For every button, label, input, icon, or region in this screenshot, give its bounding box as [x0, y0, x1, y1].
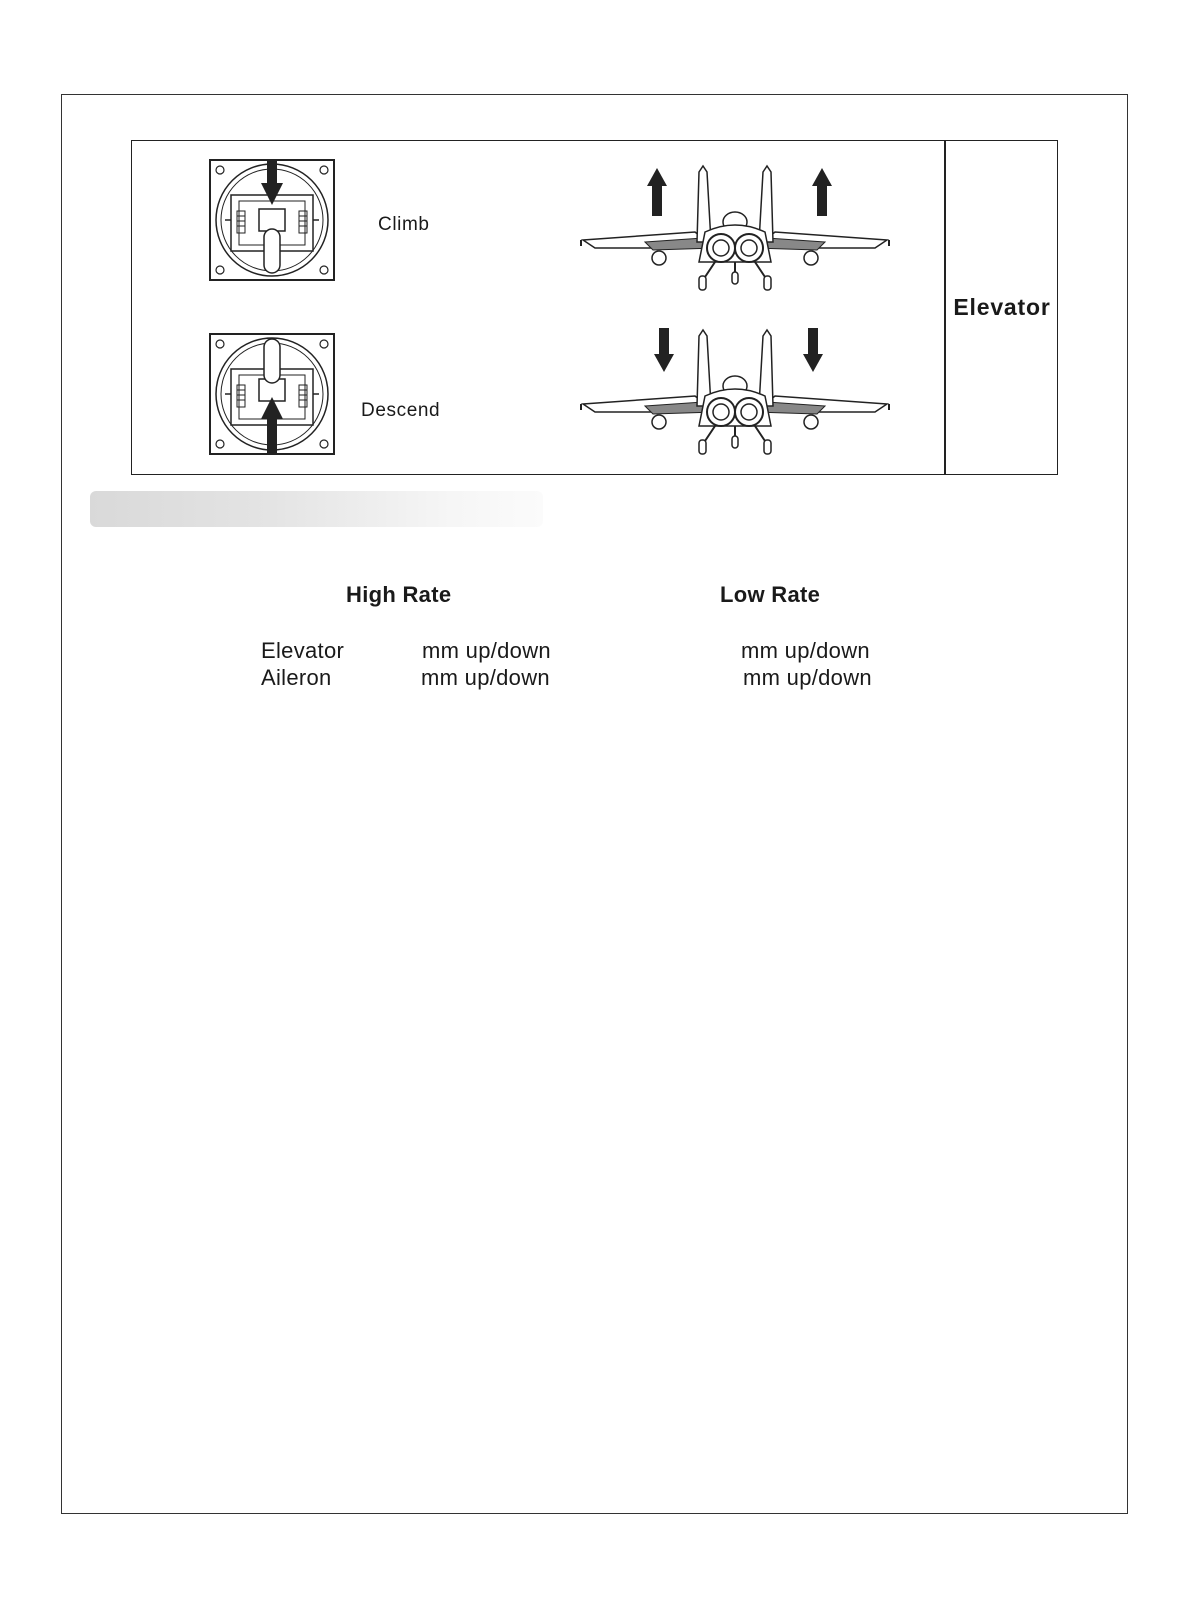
aileron-surface-label: Aileron: [261, 665, 332, 690]
transmitter-stick-climb: [209, 159, 337, 283]
elevator-high-rate-value: mm up/down: [422, 638, 551, 663]
aileron-high-rate-value: mm up/down: [421, 665, 550, 690]
low-rate-header: Low Rate: [720, 582, 821, 607]
high-rate-header: High Rate: [346, 582, 452, 607]
elevator-side-label: Elevator: [953, 294, 1051, 320]
climb-label: Climb: [378, 214, 430, 235]
jet-descend-illustration: [575, 326, 899, 466]
elevator-low-rate-value: mm up/down: [741, 638, 870, 663]
elevator-surface-label: Elevator: [261, 638, 345, 663]
transmitter-stick-descend: [209, 333, 337, 457]
section-header-bar: [90, 491, 543, 527]
table-divider: [944, 141, 946, 474]
jet-climb-illustration: [575, 162, 899, 302]
descend-label: Descend: [361, 400, 441, 421]
aileron-low-rate-value: mm up/down: [743, 665, 872, 690]
